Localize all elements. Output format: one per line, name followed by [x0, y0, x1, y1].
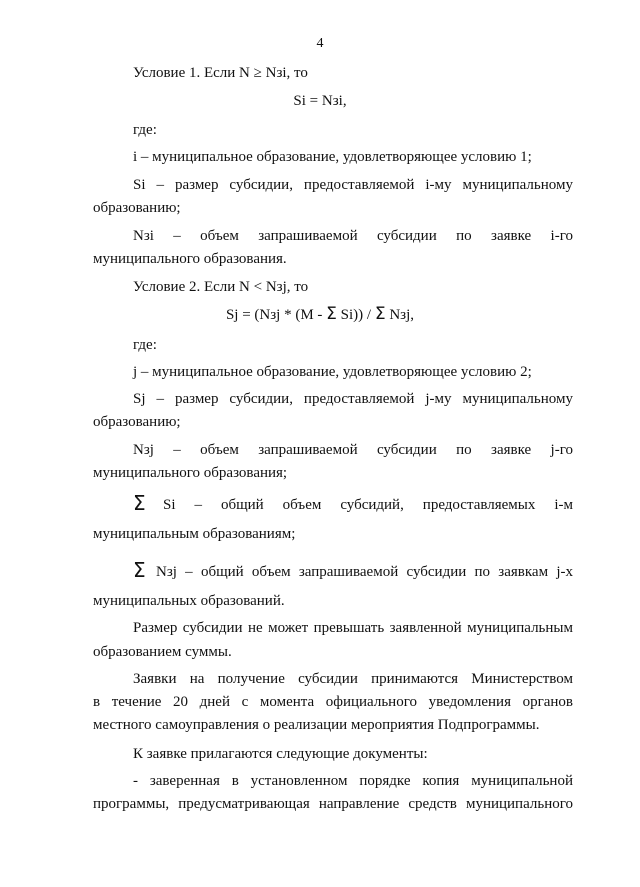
definition-j: j – муниципальное образование, удовлетворяющее условию 2; [133, 364, 532, 380]
formula-1: Si = Nзi, [293, 93, 347, 109]
where-label-1: где: [133, 122, 157, 138]
condition-1-heading: Условие 1. Если N ≥ Nзi, то [133, 65, 308, 81]
definition-nzj: Nзj – объем запрашиваемой субсидии по заявке j-го [133, 442, 573, 458]
definition-sum-nzj: Nзj – общий объем запрашиваемой субсидии по заявкам j-х [156, 564, 573, 580]
list-item-program-copy-cont: программы, предусматривающая направление средств муниципального [93, 796, 573, 812]
paragraph-applications-cont-1: в течение 20 дней с момента официального уведомления органов [93, 694, 573, 710]
paragraph-applications-cont-2: местного самоуправления о реализации мероприятия Подпрограммы. [93, 717, 540, 733]
definition-sum-si-cont: муниципальным образованиям; [93, 526, 296, 542]
definition-sj: Sj – размер субсидии, предоставляемой j-му муниципальному [133, 391, 573, 407]
condition-2-heading: Условие 2. Если N < Nзj, то [133, 279, 309, 295]
list-item-program-copy: - заверенная в установленном порядке копия муниципальной [133, 773, 573, 789]
definition-sj-cont: образованию; [93, 414, 181, 430]
formula-2 [0, 305, 640, 324]
definition-nzi-cont: муниципального образования. [93, 251, 287, 267]
definition-si: Si – размер субсидии, предоставляемой i-му муниципальному [133, 177, 573, 193]
formula-2-part-a: Sj = (Nзj * (M - [225, 307, 327, 323]
formula-2-part-b: Si)) / [336, 307, 375, 323]
sigma-icon: Σ [374, 304, 386, 324]
where-label-2: где: [133, 337, 157, 353]
paragraph-documents: К заявке прилагаются следующие документы: [133, 746, 428, 762]
definition-sum-nzj-cont: муниципальных образований. [93, 593, 285, 609]
sigma-icon: Σ [133, 491, 146, 515]
paragraph-limit-cont: образованием суммы. [93, 644, 232, 660]
definition-i: i – муниципальное образование, удовлетворяющее условию 1; [133, 149, 532, 165]
page-number: 4 [316, 36, 324, 51]
formula-2-part-c: Nзj, [385, 307, 415, 323]
definition-nzi: Nзi – объем запрашиваемой субсидии по заявке i-го [133, 228, 573, 244]
definition-si-cont: образованию; [93, 200, 181, 216]
definition-sum-si: Si – общий объем субсидий, предоставляемых i-м [163, 497, 573, 513]
paragraph-applications: Заявки на получение субсидии принимаются Министерством [133, 671, 573, 687]
definition-nzj-cont: муниципального образования; [93, 465, 288, 481]
sigma-icon: Σ [133, 558, 146, 582]
paragraph-limit: Размер субсидии не может превышать заявленной муниципальным [133, 620, 573, 636]
sigma-icon: Σ [326, 304, 337, 324]
